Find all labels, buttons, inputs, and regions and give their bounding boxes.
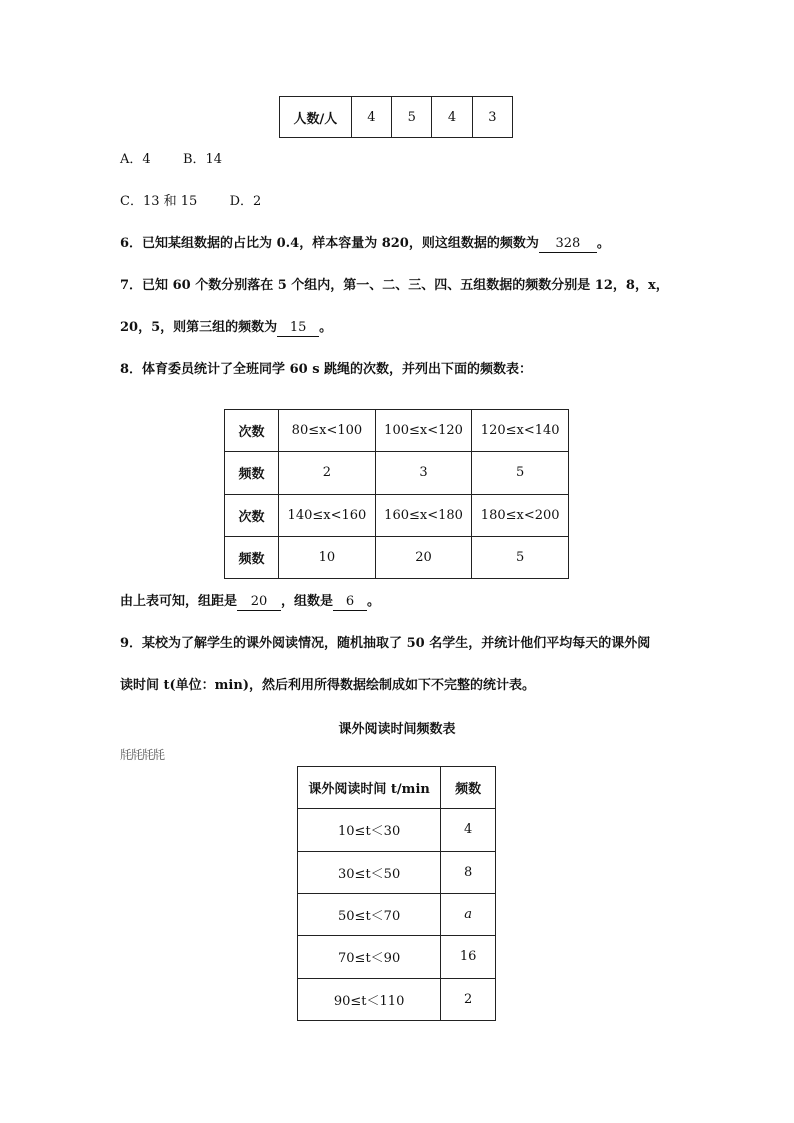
punctuation: 。 — [367, 594, 381, 609]
row-label: 次数 — [225, 410, 279, 452]
table-cell: 5 — [472, 536, 569, 578]
table-header-row — [298, 767, 496, 809]
option-row-cd — [120, 192, 261, 212]
table-cell: 90≤t＜110 — [298, 978, 441, 1020]
question-9-line-2: 读时间 t(单位：min)，然后利用所得数据绘制成如下不完整的统计表。 — [120, 678, 535, 693]
option-d: D．2 — [229, 194, 262, 209]
table-row — [298, 978, 496, 1020]
table-cell: 4 — [441, 809, 496, 851]
answer-blank: 6 — [333, 594, 367, 611]
row-label: 次数 — [225, 494, 279, 536]
table-cell: 20 — [375, 536, 472, 578]
table-cell: 100≤x<120 — [375, 410, 472, 452]
punctuation: 。 — [596, 236, 610, 251]
row-label: 频数 — [225, 452, 279, 494]
table-cell: a — [441, 893, 496, 935]
reading-time-frequency-table — [297, 766, 496, 1021]
table-cell: 30≤t＜50 — [298, 851, 441, 893]
answer-blank: 20 — [237, 594, 281, 611]
table-cell: 3 — [375, 452, 472, 494]
table-row — [225, 494, 569, 536]
question-8-text: 8．体育委员统计了全班同学 60 s 跳绳的次数，并列出下面的频数表： — [120, 362, 533, 377]
row-label: 频数 — [225, 536, 279, 578]
table-header-cell: 频数 — [441, 767, 496, 809]
table-cell: 2 — [279, 452, 376, 494]
table-row — [280, 97, 513, 138]
conclusion-text: ，组数是 — [281, 594, 334, 609]
conclusion-text: 由上表可知，组距是 — [120, 594, 238, 609]
table-cell: 5 — [472, 452, 569, 494]
question-8-conclusion — [120, 592, 380, 612]
table-cell: 180≤x<200 — [472, 494, 569, 536]
answer-blank: 328 — [539, 236, 597, 253]
option-a: A．4 — [120, 152, 151, 167]
table-row — [298, 851, 496, 893]
table-cell: 140≤x<160 — [279, 494, 376, 536]
option-c: C．13 和 15 — [120, 194, 198, 209]
table-cell: 50≤t＜70 — [298, 893, 441, 935]
table-cell: 8 — [441, 851, 496, 893]
table-row — [298, 809, 496, 851]
answer-blank: 15 — [277, 320, 319, 337]
table-row — [225, 536, 569, 578]
table-row — [298, 893, 496, 935]
table-cell: 160≤x<180 — [375, 494, 472, 536]
stray-glyphs: 㲏㲏㲏㲏 — [120, 748, 165, 762]
option-b: B．14 — [182, 152, 223, 167]
table-cell: 10 — [279, 536, 376, 578]
table-cell: 2 — [441, 978, 496, 1020]
question-7-line-2 — [120, 318, 332, 338]
table-cell: 70≤t＜90 — [298, 936, 441, 978]
table-caption: 课外阅读时间频数表 — [338, 722, 456, 737]
table-cell: 16 — [441, 936, 496, 978]
table-header-cell: 课外阅读时间 t/min — [298, 767, 441, 809]
table-cell: 80≤x<100 — [279, 410, 376, 452]
table-cell: 10≤t＜30 — [298, 809, 441, 851]
table-cell: 120≤x<140 — [472, 410, 569, 452]
table-cell: 4 — [432, 97, 472, 138]
question-7-line-1: 7．已知 60 个数分别落在 5 个组内，第一、二、三、四、五组数据的频数分别是 12，8，x， — [120, 278, 669, 293]
table-cell: 5 — [392, 97, 432, 138]
table-cell: 3 — [472, 97, 512, 138]
table-header-cell: 人数/人 — [280, 97, 352, 138]
table-row — [225, 452, 569, 494]
table-cell: 4 — [351, 97, 391, 138]
jump-rope-frequency-table — [224, 409, 569, 579]
question-6 — [120, 234, 610, 254]
top-frequency-table — [279, 96, 513, 138]
question-7-text: 20，5，则第三组的频数为 — [120, 320, 278, 335]
punctuation: 。 — [319, 320, 333, 335]
table-row — [298, 936, 496, 978]
option-row-ab — [120, 150, 222, 170]
question-6-text: 6．已知某组数据的占比为 0.4，样本容量为 820，则这组数据的频数为 — [120, 236, 539, 251]
question-9-line-1: 9．某校为了解学生的课外阅读情况，随机抽取了 50 名学生，并统计他们平均每天的课外阅 — [120, 636, 651, 651]
table-row — [225, 410, 569, 452]
